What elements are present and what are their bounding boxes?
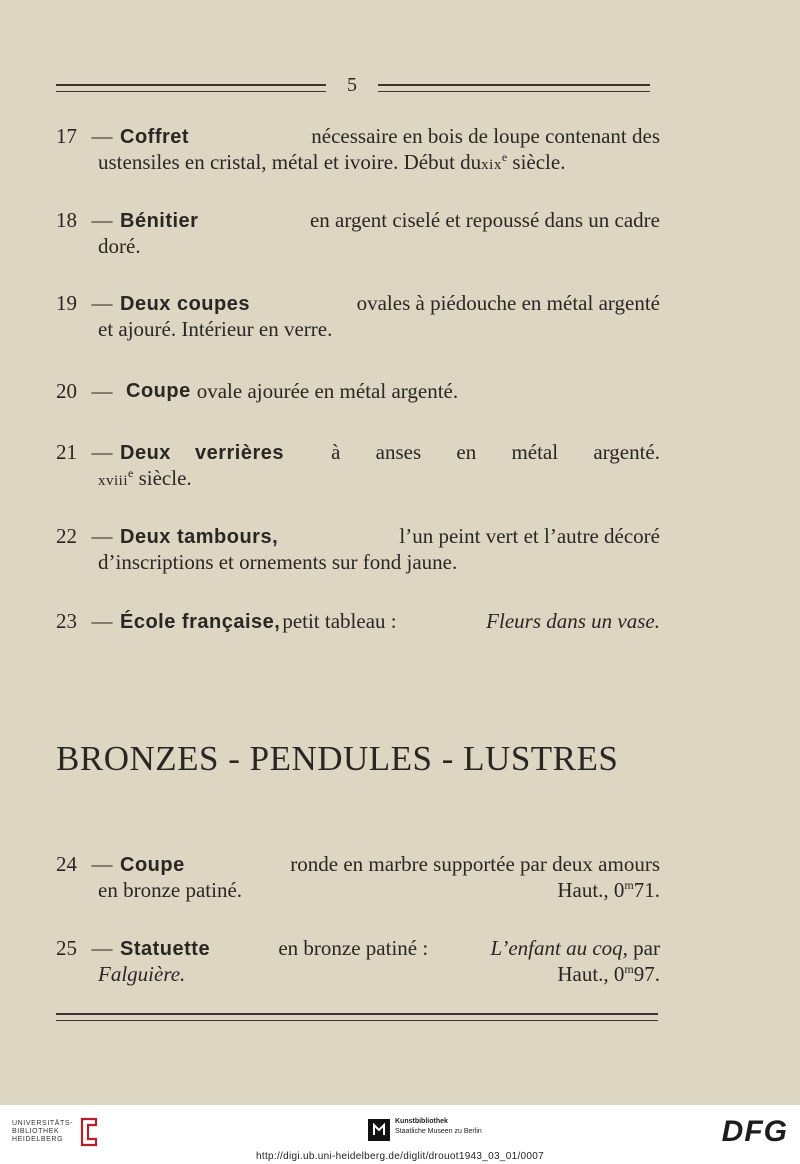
lot-description: ovale ajourée en métal argenté.	[196, 379, 459, 403]
lot-entry-19	[56, 291, 660, 342]
lot-dash: —	[91, 936, 113, 960]
lot-description: ovales à piédouche en métal argenté	[356, 291, 660, 315]
lot-number: 17	[56, 124, 77, 148]
lot-entry-21	[56, 440, 660, 494]
lot-entry-17	[56, 124, 660, 178]
lot-description: à anses en métal argenté.	[331, 440, 660, 464]
lot-number: 24	[56, 852, 77, 876]
lot-description-cont: et ajouré. Intérieur en verre.	[98, 317, 333, 341]
lot-description-end: par	[633, 936, 660, 960]
lot-description-end: siècle.	[507, 150, 566, 174]
century-numeral: xviii	[98, 473, 129, 489]
lot-description-cont: d’inscriptions et ornements sur fond jaune.	[98, 550, 458, 574]
lot-title: Deux verrières	[120, 442, 284, 464]
century-numeral: xix	[481, 157, 502, 173]
lot-title: Coupe	[120, 854, 185, 876]
artwork-title: L’enfant au coq,	[490, 936, 628, 960]
section-title: BRONZES - PENDULES - LUSTRES	[56, 739, 619, 778]
lot-dash: —	[91, 440, 113, 464]
digitization-footer	[0, 1105, 800, 1164]
lot-dash: —	[91, 852, 113, 876]
lot-description-cont: ustensiles en cristal, métal et ivoire. Début du	[98, 150, 482, 174]
kunstbibliothek-label[interactable]	[395, 1117, 482, 1137]
lot-description: petit tableau :	[282, 609, 397, 633]
lot-title: Deux coupes	[120, 293, 250, 315]
lot-description: l’un peint vert et l’autre décoré	[399, 524, 660, 548]
page-header	[56, 74, 658, 102]
university-emblem-icon	[78, 1117, 100, 1147]
lot-dash: —	[91, 291, 113, 315]
university-library-logo[interactable]	[12, 1120, 73, 1144]
lot-entry-24	[56, 852, 660, 903]
lot-description: nécessaire en bois de loupe contenant des	[311, 124, 660, 148]
height-unit: m	[624, 878, 634, 892]
lot-title: Coffret	[120, 126, 190, 148]
lot-description: en argent ciselé et repoussé dans un cadre	[309, 208, 660, 232]
lot-dash: —	[91, 208, 113, 232]
source-url[interactable]: http://digi.ub.uni-heidelberg.de/diglit/drouot1943_03_01/0007	[256, 1151, 544, 1162]
height-label: Haut., 0	[557, 962, 625, 986]
footer-rule	[56, 1013, 658, 1021]
kb-title: Kunstbibliothek	[395, 1118, 448, 1125]
artist-name: Falguière.	[98, 962, 186, 986]
lot-number: 22	[56, 524, 77, 548]
height-measure	[557, 878, 660, 903]
lot-entry-22	[56, 524, 660, 575]
lot-description: en bronze patiné :	[278, 936, 429, 960]
lot-title: Statuette	[120, 938, 211, 960]
lot-title: Coupe	[126, 380, 191, 402]
lot-description-end: siècle.	[133, 466, 192, 490]
lot-title: École française,	[120, 611, 281, 633]
lot-title: Deux tambours,	[120, 526, 279, 548]
lot-number: 23	[56, 609, 77, 633]
lot-dash: —	[91, 524, 113, 548]
lot-dash: —	[91, 379, 113, 403]
uni-line: BIBLIOTHEK	[12, 1128, 60, 1135]
lot-number: 21	[56, 440, 77, 464]
height-value: 71.	[633, 878, 660, 902]
lot-description-cont: en bronze patiné.	[98, 878, 243, 902]
page-number: 5	[347, 74, 357, 96]
uni-line: HEIDELBERG	[12, 1136, 64, 1143]
lot-number: 25	[56, 936, 77, 960]
lot-dash: —	[91, 124, 113, 148]
artwork-title: Fleurs dans un vase.	[486, 609, 660, 633]
superscript: e	[501, 150, 508, 164]
lot-description: ronde en marbre supportée par deux amours	[290, 852, 660, 876]
lot-dash: —	[91, 609, 113, 633]
lot-number: 19	[56, 291, 77, 315]
header-rule-left	[56, 84, 326, 92]
lot-title: Bénitier	[120, 210, 199, 232]
height-value: 97.	[633, 962, 660, 986]
height-unit: m	[624, 962, 634, 976]
uni-line: UNIVERSITÄTS-	[12, 1120, 74, 1127]
lot-number: 20	[56, 379, 77, 403]
lot-entry-20	[56, 379, 660, 404]
kunstbibliothek-logo-icon	[368, 1119, 390, 1141]
header-rule-right	[378, 84, 650, 92]
lot-number: 18	[56, 208, 77, 232]
superscript: e	[128, 466, 134, 480]
lot-entry-25	[56, 936, 660, 987]
kb-subtitle: Staatliche Museen zu Berlin	[395, 1128, 482, 1135]
height-label: Haut., 0	[557, 878, 625, 902]
lot-entry-18	[56, 208, 660, 259]
height-measure	[557, 962, 660, 987]
lot-description-cont: doré.	[98, 234, 141, 258]
dfg-logo[interactable]: DFG	[721, 1115, 788, 1148]
lot-entry-23	[56, 609, 660, 635]
